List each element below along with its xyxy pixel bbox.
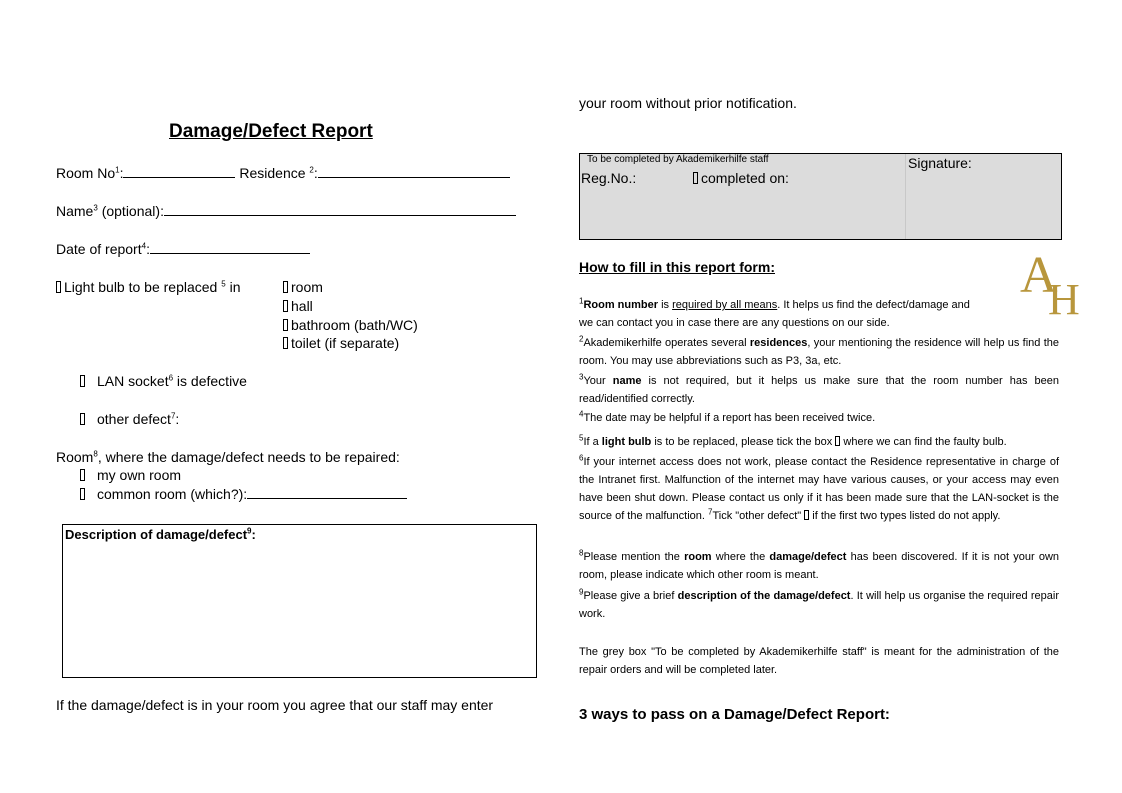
other-label: other defect xyxy=(97,411,171,427)
room-no-field[interactable] xyxy=(123,165,235,178)
option-label: hall xyxy=(291,298,313,314)
footnote-ref: 4 xyxy=(141,241,147,251)
room-row xyxy=(56,449,400,465)
common-room-checkbox[interactable] xyxy=(80,488,85,500)
colon: : xyxy=(175,411,180,427)
room-no-label: Room No xyxy=(56,165,116,181)
bulb-option-bathroom xyxy=(283,317,418,333)
other-checkbox[interactable] xyxy=(80,413,85,425)
note-3: $^3$Your name is not required, but it helps us make sure that the room number has been read/identified correctly. xyxy=(579,372,1059,405)
description-label: Description of damage/defect$^9$: xyxy=(65,526,256,542)
howto-title: How to fill in this report form: xyxy=(579,259,775,275)
common-room-row xyxy=(80,486,407,502)
bulb-option-toilet xyxy=(283,335,399,351)
footnote-ref: 7 xyxy=(170,411,176,421)
ah-logo-icon xyxy=(1018,246,1090,318)
checkbox[interactable] xyxy=(283,337,288,349)
note-2: $^2$Akademikerhilfe operates several residences, your mentioning the residence will help us find the room. You may use abbreviations such as P3, 3a, etc. xyxy=(579,334,1059,367)
completed-on-row xyxy=(693,170,789,186)
staff-box-caption: To be completed by Akademikerhilfe staff xyxy=(587,154,769,165)
date-row xyxy=(56,241,310,257)
staff-box xyxy=(579,153,1062,240)
description-box[interactable] xyxy=(62,524,537,678)
grey-box-note: The grey box "To be completed by Akademikerhilfe staff" is meant for the administration of the repair orders and will be completed later. xyxy=(579,646,1059,676)
footnote-ref: 6 xyxy=(168,373,174,383)
signature-label: Signature: xyxy=(908,155,972,171)
checkbox[interactable] xyxy=(283,300,288,312)
other-row xyxy=(80,411,179,427)
colon: : xyxy=(313,165,318,181)
lan-label: LAN socket xyxy=(97,373,169,389)
name-label: Name xyxy=(56,203,94,219)
bulb-option-hall xyxy=(283,298,313,314)
lan-suffix: is defective xyxy=(173,373,247,389)
common-room-field[interactable] xyxy=(247,486,407,499)
date-label: Date of report xyxy=(56,241,142,257)
name-field[interactable] xyxy=(164,203,516,216)
lan-row xyxy=(80,373,247,389)
completed-on-label: completed on: xyxy=(701,170,789,186)
logo-letter-h: H xyxy=(1048,275,1080,318)
divider xyxy=(905,154,906,239)
reg-no-label: Reg.No.: xyxy=(581,170,637,186)
note-9: $^9$Please give a brief description of the damage/defect. It will help us organise the required repair work. xyxy=(579,587,1060,620)
room-no-row xyxy=(56,165,510,181)
consent-text: If the damage/defect is in your room you agree that our staff may enter xyxy=(56,697,494,713)
date-field[interactable] xyxy=(150,241,310,254)
colon: : xyxy=(146,241,150,257)
footnote-ref: 1 xyxy=(115,165,120,175)
option-label: room xyxy=(291,279,323,295)
footnote-ref: 3 xyxy=(93,203,98,213)
footnote-ref: 4 xyxy=(579,409,584,419)
own-room-row xyxy=(80,467,181,483)
common-room-label: common room (which?): xyxy=(97,486,248,502)
note-5: $^5$If a light bulb is to be replaced, please tick the box where we can find the faulty bulb. xyxy=(579,433,1007,448)
page-title: Damage/Defect Report xyxy=(169,121,373,142)
own-room-checkbox[interactable] xyxy=(80,469,85,481)
room-suffix: , where the damage/defect needs to be repaired: xyxy=(97,449,400,465)
bulb-row xyxy=(56,279,240,295)
footnote-ref: 2 xyxy=(309,165,314,175)
residence-field[interactable] xyxy=(318,165,510,178)
note-8: $^8$Please mention the room where the damage/defect has been discovered. If it is not your own room, please indicate which other room is meant. xyxy=(579,548,1060,581)
footnote-ref: 3 xyxy=(579,372,584,382)
ways-title: 3 ways to pass on a Damage/Defect Report: xyxy=(579,706,890,723)
note-6: $^6$If your internet access does not work, please contact the Residence representative in charge of the Intranet first. Malfunction of the internet may have various causes, or your access may even have been shut down. Please contact us only if it has been made sure that the LAN-socket is the source of the malfunction. $^7$Tick "other defect" if the first two types listed do not apply. xyxy=(579,453,1059,522)
bulb-label: Light bulb to be replaced xyxy=(64,279,222,295)
own-room-label: my own room xyxy=(97,467,182,483)
footnote-ref: 9 xyxy=(579,587,584,597)
completed-checkbox[interactable] xyxy=(693,172,698,184)
bulb-option-room xyxy=(283,279,323,295)
option-label: bathroom (bath/WC) xyxy=(291,317,418,333)
note-4: $^4$The date may be helpful if a report has been received twice. xyxy=(579,409,876,424)
note-1: $^1$Room number is required by all means. It helps us find the defect/damage and xyxy=(579,296,970,311)
footnote-ref: 1 xyxy=(579,296,584,306)
residence-label: Residence xyxy=(239,165,310,181)
name-row xyxy=(56,203,516,219)
logo-letter-a: A xyxy=(1020,247,1058,304)
room-label: Room xyxy=(56,449,94,465)
footnote-ref: 9 xyxy=(247,526,252,536)
bulb-in: in xyxy=(225,279,241,295)
footnote-ref: 2 xyxy=(579,334,584,344)
footnote-ref: 5 xyxy=(579,433,584,443)
lan-checkbox[interactable] xyxy=(80,375,85,387)
footnote-ref: 7 xyxy=(708,507,713,517)
bulb-checkbox[interactable] xyxy=(56,281,61,293)
checkbox[interactable] xyxy=(283,281,288,293)
option-label: toilet (if separate) xyxy=(291,335,400,351)
footnote-ref: 8 xyxy=(93,449,98,459)
footnote-ref: 5 xyxy=(221,279,226,289)
note-1-cont: we can contact you in case there are any questions on our side. xyxy=(579,317,890,329)
continued-text: your room without prior notification. xyxy=(579,95,797,111)
footnote-ref: 6 xyxy=(579,453,584,463)
colon: : xyxy=(119,165,124,181)
name-suffix: (optional): xyxy=(97,203,164,219)
checkbox[interactable] xyxy=(283,319,288,331)
footnote-ref: 8 xyxy=(579,548,584,558)
